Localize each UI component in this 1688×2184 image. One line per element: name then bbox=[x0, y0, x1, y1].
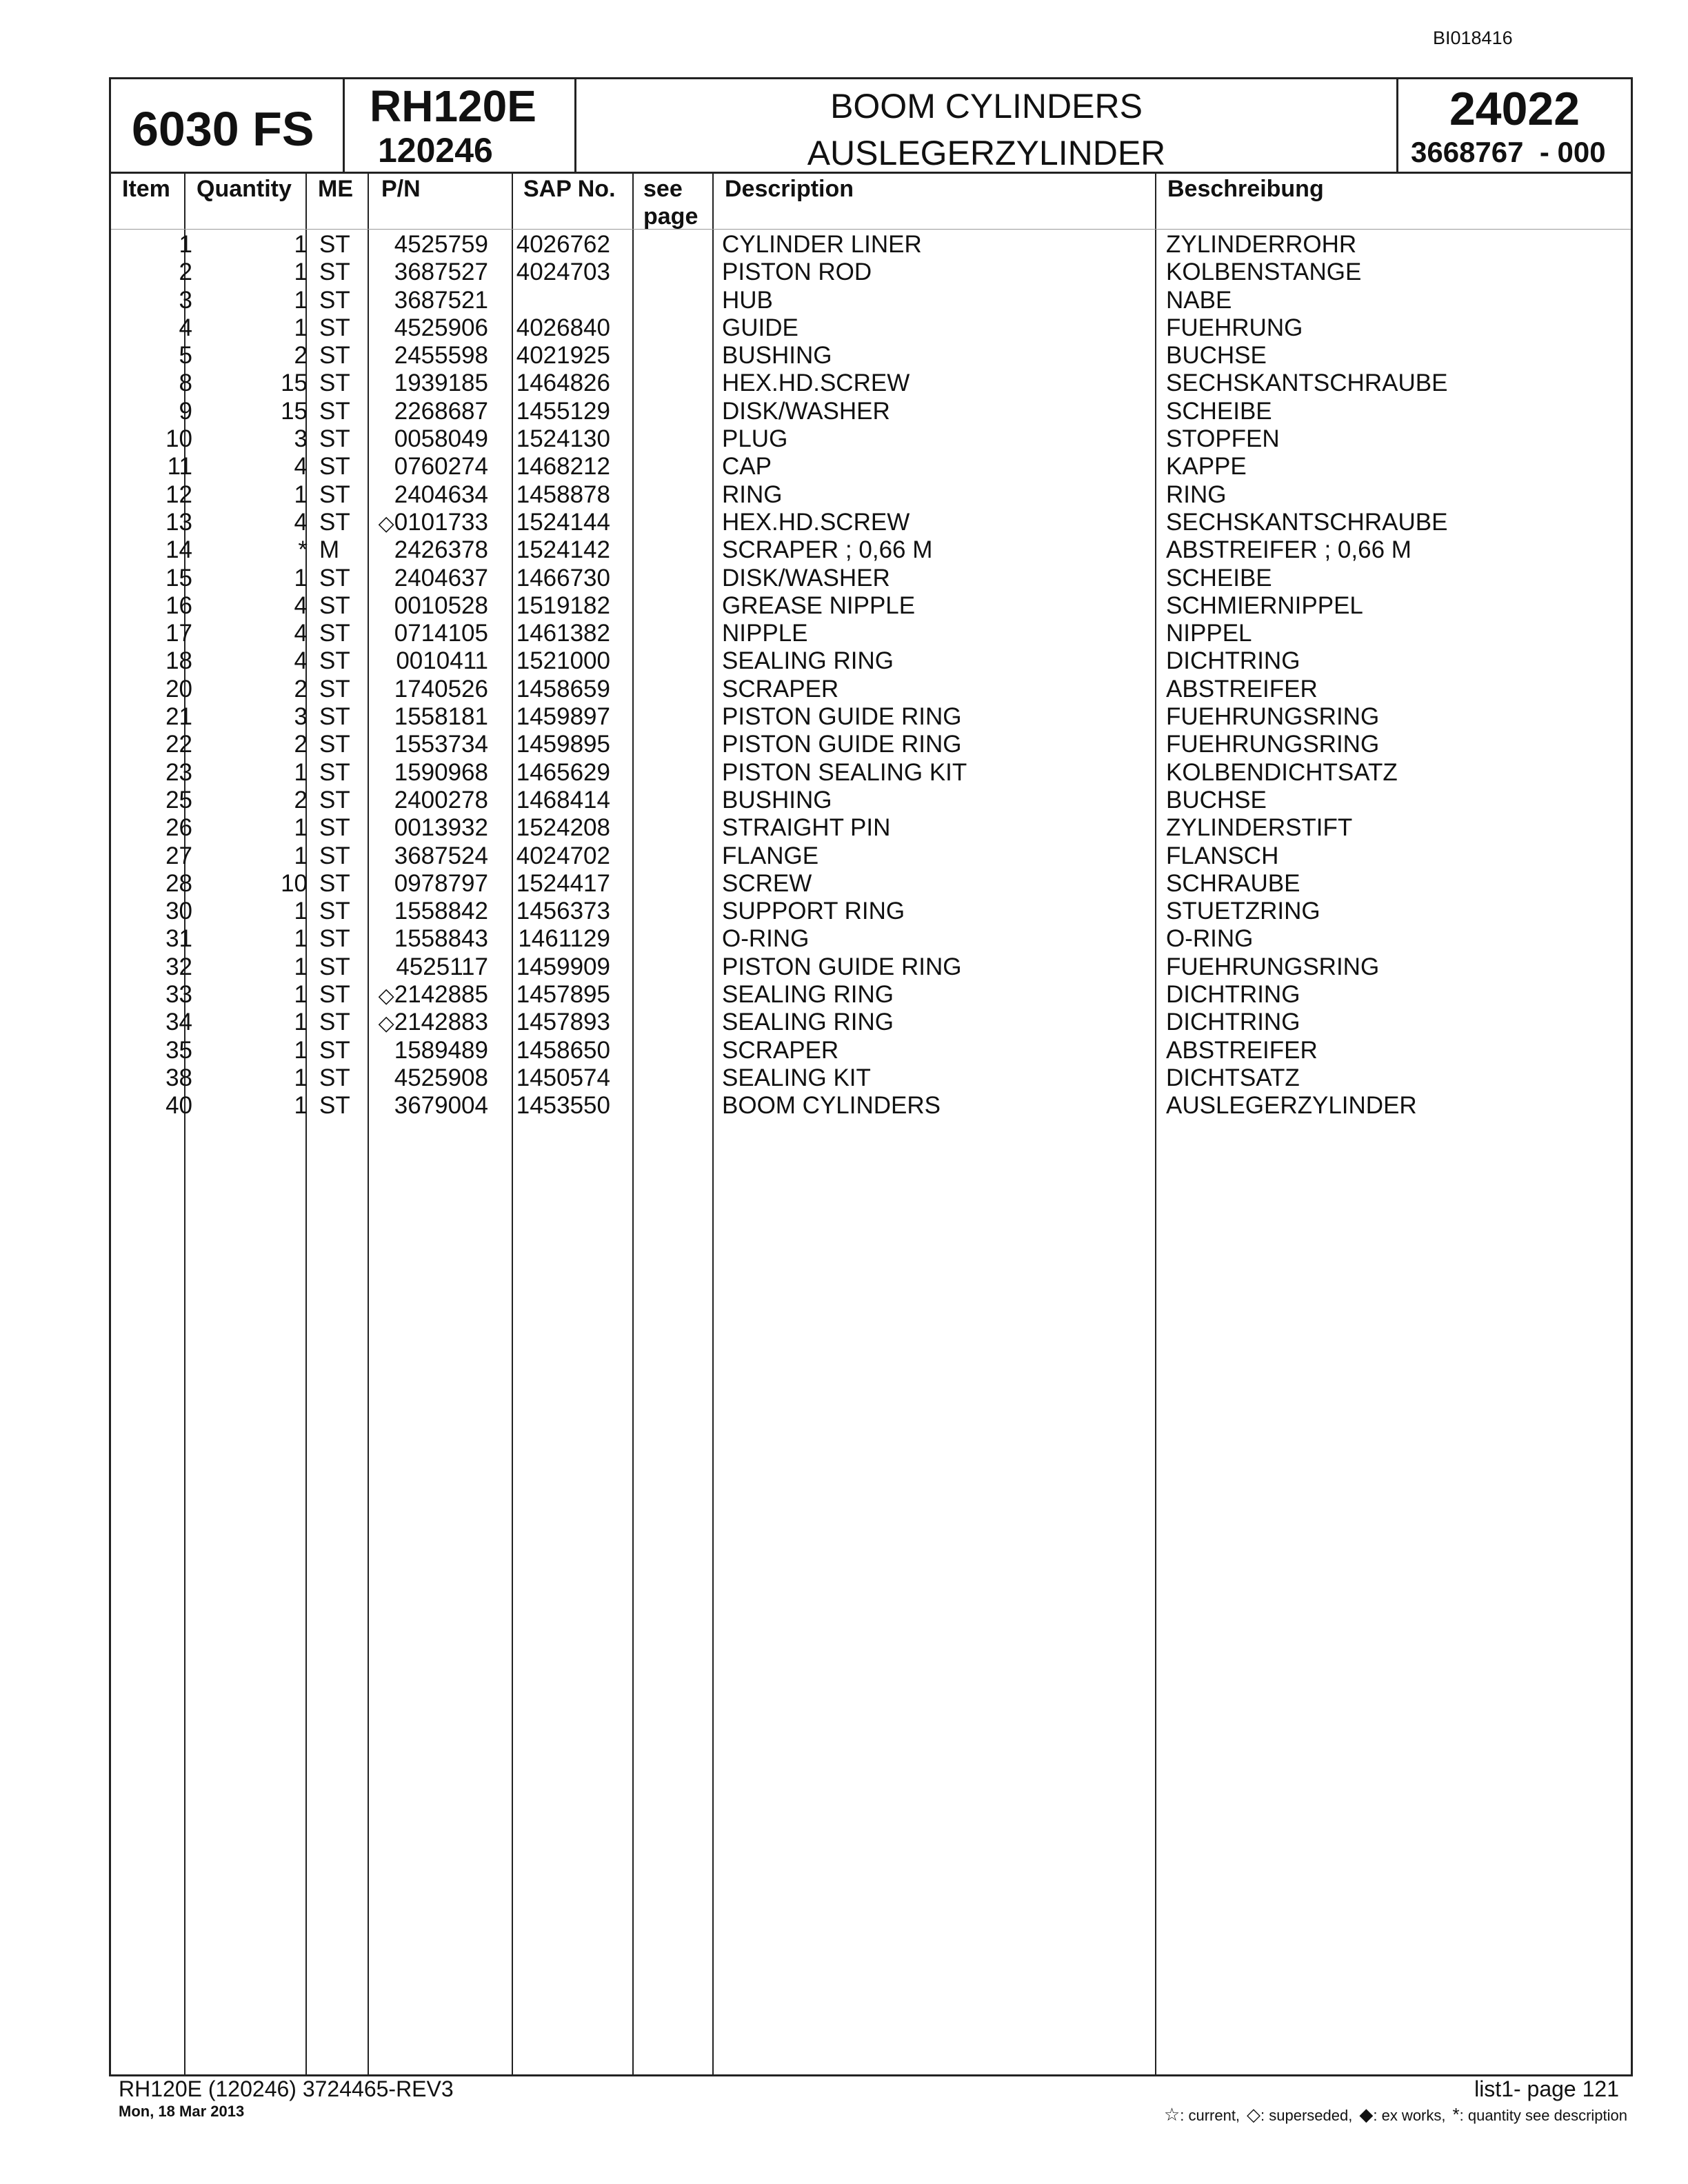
description-cell: PISTON GUIDE RING bbox=[722, 731, 962, 758]
table-row bbox=[111, 565, 1631, 592]
unit-cell: ST bbox=[319, 1009, 350, 1036]
table-row bbox=[111, 398, 1631, 425]
unit-cell: ST bbox=[319, 286, 350, 314]
description-cell: DISK/WASHER bbox=[722, 397, 890, 425]
description-cell: GREASE NIPPLE bbox=[722, 592, 916, 619]
table-row bbox=[111, 870, 1631, 898]
sap-number-cell: 1468414 bbox=[516, 786, 610, 813]
beschreibung-cell: KAPPE bbox=[1166, 453, 1247, 481]
part-number-cell: 0010528 bbox=[394, 592, 488, 619]
table-row bbox=[111, 898, 1631, 925]
item-cell: 28 bbox=[165, 869, 192, 897]
part-number-cell bbox=[379, 981, 488, 1010]
sap-number-cell: 1519182 bbox=[516, 592, 610, 619]
description-cell: SEALING RING bbox=[722, 647, 894, 675]
unit-cell: ST bbox=[319, 564, 350, 592]
sap-number-cell: 1456373 bbox=[516, 898, 610, 925]
quantity-cell: 1 bbox=[294, 1009, 308, 1036]
unit-cell: ST bbox=[319, 675, 350, 702]
column-header-sap: SAP No. bbox=[523, 176, 616, 202]
legend-symbol-icon: ◇ bbox=[1247, 2104, 1261, 2125]
item-cell: 30 bbox=[165, 898, 192, 925]
description-cell: NIPPLE bbox=[722, 620, 808, 647]
part-number-text: 0101733 bbox=[394, 508, 488, 536]
part-number-cell: 2404637 bbox=[394, 564, 488, 592]
document-id: BI018416 bbox=[1433, 28, 1513, 48]
beschreibung-cell: SCHEIBE bbox=[1166, 564, 1272, 592]
beschreibung-cell: ABSTREIFER bbox=[1166, 675, 1318, 702]
description-cell: PISTON GUIDE RING bbox=[722, 703, 962, 731]
sap-number-cell: 1457893 bbox=[516, 1009, 610, 1036]
quantity-cell: 2 bbox=[294, 731, 308, 758]
part-number-cell: 3679004 bbox=[394, 1092, 488, 1120]
item-cell: 33 bbox=[165, 981, 192, 1009]
sap-number-cell: 1524208 bbox=[516, 814, 610, 842]
sap-number-cell: 4026762 bbox=[516, 231, 610, 258]
beschreibung-cell: FUEHRUNGSRING bbox=[1166, 953, 1380, 980]
sap-number-cell: 1521000 bbox=[516, 647, 610, 675]
item-cell: 4 bbox=[179, 314, 192, 341]
item-cell: 38 bbox=[165, 1064, 192, 1091]
quantity-cell: 2 bbox=[294, 786, 308, 813]
beschreibung-cell: ABSTREIFER bbox=[1166, 1036, 1318, 1064]
sap-number-cell: 4024703 bbox=[516, 259, 610, 286]
unit-cell: ST bbox=[319, 869, 350, 897]
legend-text: : ex works, bbox=[1373, 2107, 1446, 2124]
unit-cell: ST bbox=[319, 786, 350, 813]
part-number-cell: 0013932 bbox=[394, 814, 488, 842]
beschreibung-cell: RING bbox=[1166, 481, 1227, 508]
superseded-marker-icon: ◇ bbox=[378, 1012, 394, 1035]
table-row bbox=[111, 453, 1631, 481]
part-number-cell: 0058049 bbox=[394, 425, 488, 453]
quantity-cell: 1 bbox=[294, 1036, 308, 1064]
unit-cell: ST bbox=[319, 231, 350, 258]
part-number-cell: 1589489 bbox=[394, 1036, 488, 1064]
description-cell: BOOM CYLINDERS bbox=[722, 1092, 941, 1120]
table-row bbox=[111, 620, 1631, 647]
quantity-cell: 4 bbox=[294, 647, 308, 675]
sap-number-cell: 1464826 bbox=[516, 370, 610, 397]
unit-cell: ST bbox=[319, 592, 350, 619]
unit-cell: ST bbox=[319, 425, 350, 453]
description-cell: PISTON GUIDE RING bbox=[722, 953, 962, 980]
legend-symbol-icon: * bbox=[1452, 2104, 1460, 2125]
table-row bbox=[111, 370, 1631, 397]
item-cell: 5 bbox=[179, 342, 192, 370]
sap-number-cell: 1524130 bbox=[516, 425, 610, 453]
model-label: 6030 FS bbox=[132, 102, 314, 156]
part-number-cell: 1558842 bbox=[394, 898, 488, 925]
quantity-cell: * bbox=[298, 536, 308, 564]
quantity-cell: 1 bbox=[294, 1064, 308, 1091]
sap-number-cell: 1524144 bbox=[516, 508, 610, 536]
beschreibung-cell: FUEHRUNG bbox=[1166, 314, 1303, 341]
table-row bbox=[111, 425, 1631, 453]
item-cell: 8 bbox=[179, 370, 192, 397]
sap-number-cell: 1461129 bbox=[518, 925, 610, 953]
part-number-cell: 1939185 bbox=[394, 370, 488, 397]
part-number-cell: 1558843 bbox=[394, 925, 488, 953]
quantity-cell: 1 bbox=[294, 842, 308, 869]
quantity-cell: 4 bbox=[294, 453, 308, 481]
description-cell: FLANGE bbox=[722, 842, 819, 869]
description-cell: SCRAPER bbox=[722, 675, 839, 702]
beschreibung-cell: STOPFEN bbox=[1166, 425, 1280, 453]
unit-cell: ST bbox=[319, 508, 350, 536]
table-row bbox=[111, 259, 1631, 286]
unit-cell: ST bbox=[319, 731, 350, 758]
sap-number-cell: 1524142 bbox=[516, 536, 610, 564]
beschreibung-cell: DICHTRING bbox=[1166, 981, 1300, 1009]
unit-cell: ST bbox=[319, 1064, 350, 1091]
description-cell: PISTON SEALING KIT bbox=[722, 758, 967, 786]
unit-cell: ST bbox=[319, 758, 350, 786]
part-number-cell: 2426378 bbox=[394, 536, 488, 564]
sap-number-cell: 1458878 bbox=[516, 481, 610, 508]
table-row bbox=[111, 1064, 1631, 1092]
table-row bbox=[111, 592, 1631, 620]
item-cell: 35 bbox=[165, 1036, 192, 1064]
table-row bbox=[111, 925, 1631, 953]
symbol-legend bbox=[1164, 2104, 1634, 2125]
table-row bbox=[111, 731, 1631, 758]
legend-text: : superseded, bbox=[1260, 2107, 1353, 2124]
quantity-cell: 1 bbox=[294, 925, 308, 953]
table-row bbox=[111, 231, 1631, 259]
quantity-cell: 1 bbox=[294, 758, 308, 786]
description-cell: SCREW bbox=[722, 869, 812, 897]
table-row bbox=[111, 509, 1631, 536]
quantity-cell: 1 bbox=[294, 314, 308, 341]
unit-cell: ST bbox=[319, 814, 350, 842]
group-part-number: 3668767 - 000 bbox=[1411, 136, 1606, 168]
footer-page-number: list1- page 121 bbox=[1474, 2076, 1619, 2101]
beschreibung-cell: AUSLEGERZYLINDER bbox=[1166, 1092, 1417, 1120]
unit-cell: ST bbox=[319, 259, 350, 286]
sap-number-cell: 1453550 bbox=[516, 1092, 610, 1120]
unit-cell: ST bbox=[319, 1092, 350, 1120]
table-row bbox=[111, 981, 1631, 1009]
sap-number-cell: 1450574 bbox=[516, 1064, 610, 1091]
part-number-cell: 4525906 bbox=[394, 314, 488, 341]
column-header-see-page bbox=[643, 175, 698, 230]
beschreibung-cell: BUCHSE bbox=[1166, 342, 1267, 370]
beschreibung-cell: DICHTSATZ bbox=[1166, 1064, 1300, 1091]
table-row bbox=[111, 1009, 1631, 1036]
table-row bbox=[111, 814, 1631, 842]
part-number-cell: 3687521 bbox=[394, 286, 488, 314]
description-cell: BUSHING bbox=[722, 342, 832, 370]
item-cell: 2 bbox=[179, 259, 192, 286]
description-cell: HEX.HD.SCREW bbox=[722, 508, 910, 536]
unit-cell: ST bbox=[319, 842, 350, 869]
unit-cell: ST bbox=[319, 314, 350, 341]
item-cell: 3 bbox=[179, 286, 192, 314]
quantity-cell: 10 bbox=[281, 869, 308, 897]
quantity-cell: 4 bbox=[294, 620, 308, 647]
item-cell: 14 bbox=[165, 536, 192, 564]
description-cell: PISTON ROD bbox=[722, 259, 872, 286]
beschreibung-cell: DICHTRING bbox=[1166, 1009, 1300, 1036]
beschreibung-cell: KOLBENDICHTSATZ bbox=[1166, 758, 1398, 786]
part-number-text: 2142883 bbox=[394, 1009, 488, 1036]
sap-number-cell: 4026840 bbox=[516, 314, 610, 341]
title-english: BOOM CYLINDERS bbox=[830, 87, 1143, 125]
description-cell: SCRAPER ; 0,66 M bbox=[722, 536, 933, 564]
part-number-text: 2142885 bbox=[394, 981, 488, 1009]
quantity-cell: 3 bbox=[294, 703, 308, 731]
sap-number-cell: 1466730 bbox=[516, 564, 610, 592]
see-label: see bbox=[643, 176, 683, 202]
model-cell bbox=[111, 79, 345, 172]
quantity-cell: 1 bbox=[294, 481, 308, 508]
part-number-cell: 4525117 bbox=[396, 953, 488, 980]
header-rule bbox=[111, 229, 1631, 230]
column-header-quantity: Quantity bbox=[197, 176, 292, 202]
parts-table bbox=[109, 174, 1633, 2076]
item-cell: 22 bbox=[165, 731, 192, 758]
column-header-me: ME bbox=[318, 176, 353, 202]
quantity-cell: 1 bbox=[294, 1092, 308, 1120]
description-cell: HEX.HD.SCREW bbox=[722, 370, 910, 397]
beschreibung-cell: DICHTRING bbox=[1166, 647, 1300, 675]
sap-number-cell: 1457895 bbox=[516, 981, 610, 1009]
description-cell: SEALING RING bbox=[722, 1009, 894, 1036]
title-cell bbox=[576, 79, 1398, 172]
part-number-cell bbox=[379, 1009, 488, 1038]
sap-number-cell: 1461382 bbox=[516, 620, 610, 647]
part-number-cell: 3687524 bbox=[394, 842, 488, 869]
quantity-cell: 4 bbox=[294, 508, 308, 536]
beschreibung-cell: SCHMIERNIPPEL bbox=[1166, 592, 1363, 619]
table-row bbox=[111, 842, 1631, 870]
machine-cell bbox=[345, 79, 576, 172]
description-cell: RING bbox=[722, 481, 783, 508]
quantity-cell: 1 bbox=[294, 259, 308, 286]
beschreibung-cell: BUCHSE bbox=[1166, 786, 1267, 813]
quantity-cell: 3 bbox=[294, 425, 308, 453]
item-cell: 32 bbox=[165, 953, 192, 980]
table-row bbox=[111, 1092, 1631, 1120]
item-cell: 31 bbox=[165, 925, 192, 953]
beschreibung-cell: O-RING bbox=[1166, 925, 1254, 953]
group-number: 24022 bbox=[1449, 83, 1580, 135]
item-cell: 25 bbox=[165, 786, 192, 813]
quantity-cell: 1 bbox=[294, 898, 308, 925]
superseded-marker-icon: ◇ bbox=[378, 984, 394, 1008]
quantity-cell: 1 bbox=[294, 564, 308, 592]
sap-number-cell: 1458650 bbox=[516, 1036, 610, 1064]
header-box bbox=[109, 77, 1633, 174]
beschreibung-cell: SCHEIBE bbox=[1166, 397, 1272, 425]
part-number-cell: 2404634 bbox=[394, 481, 488, 508]
item-cell: 20 bbox=[165, 675, 192, 702]
group-cell bbox=[1398, 79, 1631, 172]
part-number-cell: 0010411 bbox=[396, 647, 488, 675]
part-number-cell: 2400278 bbox=[394, 786, 488, 813]
part-number-cell: 1553734 bbox=[394, 731, 488, 758]
beschreibung-cell: SECHSKANTSCHRAUBE bbox=[1166, 370, 1448, 397]
sap-number-cell: 1468212 bbox=[516, 453, 610, 481]
unit-cell: ST bbox=[319, 370, 350, 397]
column-header-pn: P/N bbox=[381, 176, 421, 202]
unit-cell: ST bbox=[319, 981, 350, 1009]
quantity-cell: 1 bbox=[294, 231, 308, 258]
legend-symbol-icon: ◆ bbox=[1359, 2104, 1374, 2125]
sap-number-cell: 1459909 bbox=[516, 953, 610, 980]
quantity-cell: 2 bbox=[294, 675, 308, 702]
unit-cell: ST bbox=[319, 703, 350, 731]
legend-text: : current, bbox=[1180, 2107, 1240, 2124]
description-cell: BUSHING bbox=[722, 786, 832, 813]
part-number-cell: 2268687 bbox=[394, 397, 488, 425]
quantity-cell: 15 bbox=[281, 370, 308, 397]
quantity-cell: 1 bbox=[294, 814, 308, 842]
beschreibung-cell: SCHRAUBE bbox=[1166, 869, 1300, 897]
machine-number: 120246 bbox=[378, 131, 493, 170]
sap-number-cell: 1458659 bbox=[516, 675, 610, 702]
item-cell: 26 bbox=[165, 814, 192, 842]
part-number-cell: 2455598 bbox=[394, 342, 488, 370]
beschreibung-cell: ZYLINDERSTIFT bbox=[1166, 814, 1353, 842]
beschreibung-cell: NIPPEL bbox=[1166, 620, 1252, 647]
table-row bbox=[111, 759, 1631, 787]
part-number-cell: 3687527 bbox=[394, 259, 488, 286]
part-number-cell: 1558181 bbox=[394, 703, 488, 731]
description-cell: GUIDE bbox=[722, 314, 798, 341]
description-cell: O-RING bbox=[722, 925, 810, 953]
table-row bbox=[111, 787, 1631, 814]
item-cell: 13 bbox=[165, 508, 192, 536]
legend-text: : quantity see description bbox=[1459, 2107, 1627, 2124]
table-row bbox=[111, 536, 1631, 564]
quantity-cell: 1 bbox=[294, 286, 308, 314]
beschreibung-cell: ABSTREIFER ; 0,66 M bbox=[1166, 536, 1411, 564]
item-cell: 40 bbox=[165, 1092, 192, 1120]
item-cell: 27 bbox=[165, 842, 192, 869]
unit-cell: ST bbox=[319, 1036, 350, 1064]
description-cell: PLUG bbox=[722, 425, 788, 453]
unit-cell: ST bbox=[319, 925, 350, 953]
item-cell: 1 bbox=[179, 231, 192, 258]
table-body bbox=[111, 231, 1631, 1120]
item-cell: 23 bbox=[165, 758, 192, 786]
unit-cell: M bbox=[319, 536, 340, 564]
unit-cell: ST bbox=[319, 898, 350, 925]
unit-cell: ST bbox=[319, 953, 350, 980]
beschreibung-cell: SECHSKANTSCHRAUBE bbox=[1166, 508, 1448, 536]
sap-number-cell: 4024702 bbox=[516, 842, 610, 869]
item-cell: 11 bbox=[167, 453, 192, 481]
column-header-beschreibung: Beschreibung bbox=[1167, 176, 1324, 202]
item-cell: 18 bbox=[165, 647, 192, 675]
quantity-cell: 15 bbox=[281, 397, 308, 425]
item-cell: 12 bbox=[165, 481, 192, 508]
table-row bbox=[111, 703, 1631, 731]
part-number-cell: 0978797 bbox=[394, 869, 488, 897]
description-cell: DISK/WASHER bbox=[722, 564, 890, 592]
beschreibung-cell: NABE bbox=[1166, 286, 1232, 314]
sap-number-cell: 1459895 bbox=[516, 731, 610, 758]
item-cell: 21 bbox=[165, 703, 192, 731]
item-cell: 16 bbox=[165, 592, 192, 619]
beschreibung-cell: FUEHRUNGSRING bbox=[1166, 703, 1380, 731]
table-row bbox=[111, 287, 1631, 314]
column-header-item: Item bbox=[122, 176, 170, 202]
item-cell: 15 bbox=[165, 564, 192, 592]
item-cell: 10 bbox=[165, 425, 192, 453]
unit-cell: ST bbox=[319, 342, 350, 370]
part-number-cell: 1590968 bbox=[394, 758, 488, 786]
table-row bbox=[111, 1037, 1631, 1064]
item-cell: 17 bbox=[165, 620, 192, 647]
quantity-cell: 1 bbox=[294, 953, 308, 980]
footer-document-reference: RH120E (120246) 3724465-REV3 bbox=[119, 2076, 454, 2101]
footer-date: Mon, 18 Mar 2013 bbox=[119, 2103, 245, 2120]
part-number-cell: 4525908 bbox=[394, 1064, 488, 1091]
table-row bbox=[111, 481, 1631, 509]
table-row bbox=[111, 342, 1631, 370]
machine-label: RH120E bbox=[370, 81, 536, 131]
beschreibung-cell: FLANSCH bbox=[1166, 842, 1279, 869]
beschreibung-cell: KOLBENSTANGE bbox=[1166, 259, 1362, 286]
table-row bbox=[111, 953, 1631, 981]
description-cell: CYLINDER LINER bbox=[722, 231, 922, 258]
beschreibung-cell: FUEHRUNGSRING bbox=[1166, 731, 1380, 758]
table-row bbox=[111, 676, 1631, 703]
part-number-cell: 0760274 bbox=[394, 453, 488, 481]
quantity-cell: 1 bbox=[294, 981, 308, 1009]
description-cell: SUPPORT RING bbox=[722, 898, 905, 925]
sap-number-cell: 4021925 bbox=[516, 342, 610, 370]
sap-number-cell: 1524417 bbox=[516, 869, 610, 897]
unit-cell: ST bbox=[319, 481, 350, 508]
quantity-cell: 4 bbox=[294, 592, 308, 619]
sap-number-cell: 1465629 bbox=[516, 758, 610, 786]
table-row bbox=[111, 647, 1631, 675]
unit-cell: ST bbox=[319, 453, 350, 481]
part-number-cell: 1740526 bbox=[394, 675, 488, 702]
description-cell: SEALING KIT bbox=[722, 1064, 871, 1091]
unit-cell: ST bbox=[319, 397, 350, 425]
sap-number-cell: 1455129 bbox=[516, 397, 610, 425]
description-cell: HUB bbox=[722, 286, 773, 314]
description-cell: SCRAPER bbox=[722, 1036, 839, 1064]
beschreibung-cell: STUETZRING bbox=[1166, 898, 1320, 925]
part-number-cell bbox=[379, 509, 488, 538]
item-cell: 34 bbox=[165, 1009, 192, 1036]
table-row bbox=[111, 314, 1631, 342]
unit-cell: ST bbox=[319, 647, 350, 675]
title-german: AUSLEGERZYLINDER bbox=[807, 134, 1166, 172]
page-label: page bbox=[643, 203, 699, 230]
item-cell: 9 bbox=[179, 397, 192, 425]
description-cell: STRAIGHT PIN bbox=[722, 814, 891, 842]
legend-symbol-icon: ☆ bbox=[1163, 2104, 1180, 2125]
column-header-description: Description bbox=[725, 176, 854, 202]
part-number-cell: 4525759 bbox=[394, 231, 488, 258]
sap-number-cell: 1459897 bbox=[516, 703, 610, 731]
part-number-cell: 0714105 bbox=[394, 620, 488, 647]
description-cell: CAP bbox=[722, 453, 772, 481]
description-cell: SEALING RING bbox=[722, 981, 894, 1009]
unit-cell: ST bbox=[319, 620, 350, 647]
beschreibung-cell: ZYLINDERROHR bbox=[1166, 231, 1357, 258]
quantity-cell: 2 bbox=[294, 342, 308, 370]
superseded-marker-icon: ◇ bbox=[378, 512, 394, 535]
